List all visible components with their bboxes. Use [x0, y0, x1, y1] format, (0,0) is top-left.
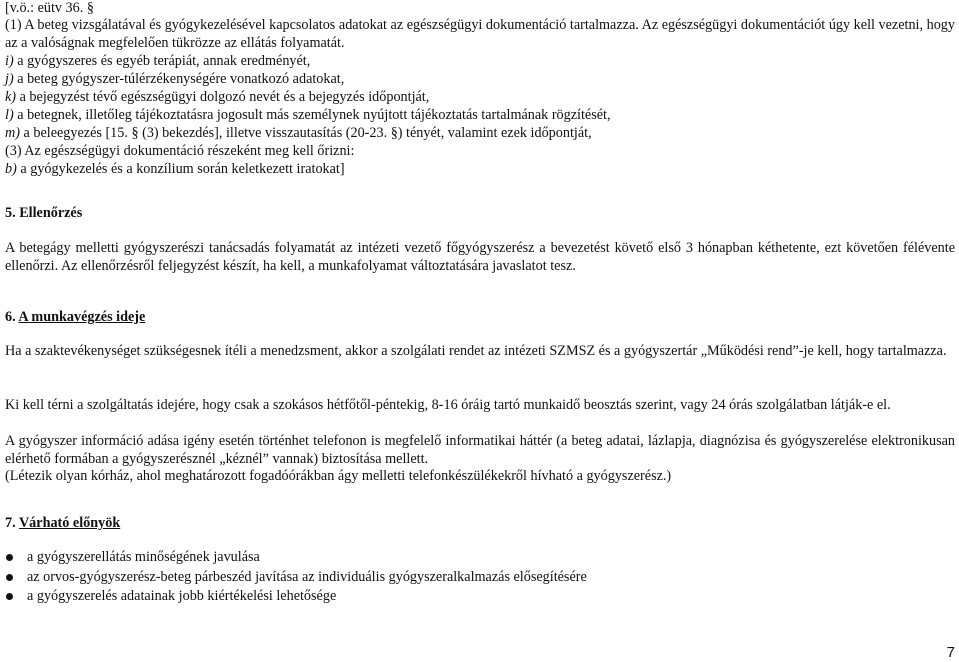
- bullet-text: az orvos-gyógyszerész-beteg párbeszéd javítása az individuális gyógyszeralkalmazás elősegítésére: [27, 568, 587, 585]
- list-text: (3) Az egészségügyi dokumentáció részeként meg kell őrizni:: [5, 143, 355, 159]
- list-text: a gyógyszeres és egyéb terápiát, annak eredményét,: [13, 53, 311, 69]
- bullet-icon: [6, 593, 13, 600]
- section-6-paragraph-2: Ki kell térni a szolgáltatás idejére, hogy csak a szokásos hétfőtől-péntekig, 8-16 óráig tartó munkaidő beosztás szerint, vagy 24 órás szolgálatban látják-e el.: [5, 397, 891, 413]
- section-6-paragraph-1: Ha a szaktevékenységet szükségesnek ítéli a menedzsment, akkor a szolgálati rendet az intézeti SZMSZ és a gyógyszertár „Működési rend”-je kell, hogy tartalmazza.: [5, 343, 947, 359]
- section-6-heading: [5, 309, 145, 326]
- bullet-text: a gyógyszerelés adatainak jobb kiértékelési lehetősége: [27, 588, 337, 604]
- list-item: [0, 568, 587, 588]
- list-item: [0, 587, 587, 607]
- list-text: a beleegyezés [15. § (3) bekezdés], illetve visszautasítás (20-23. §) tényét, valamint ezek időpontját,: [19, 125, 592, 141]
- section-6-paragraph-4: (Létezik olyan kórház, ahol meghatározott fogadóórákban ágy melletti telefonkészülékekről hívható a gyógyszerész.): [5, 468, 672, 484]
- list-item: [5, 143, 354, 160]
- list-item: [5, 125, 592, 142]
- list-text: a betegnek, illetőleg tájékoztatásra jogosult más személynek nyújtott tájékoztatás tartalmának rögzítését,: [13, 107, 611, 123]
- section-6-title: A munkavégzés ideje: [18, 309, 146, 325]
- section-5-heading: 5. Ellenőrzés: [5, 205, 83, 221]
- list-marker: k): [5, 89, 17, 105]
- paragraph-documentation: (1) A beteg vizsgálatával és gyógykezelésével kapcsolatos adatokat az egészségügyi dokumentáció tartalmazza. Az egészségügyi dokumentációt úgy kell vezetni, hogy az a valóságnak megfelelően tükrözze az ellátás folyamatát.: [5, 17, 955, 51]
- list-marker: i): [5, 53, 14, 69]
- list-item: [0, 548, 587, 568]
- list-text: a gyógykezelés és a konzílium során keletkezett iratokat]: [16, 161, 345, 177]
- list-item: [5, 53, 310, 70]
- page-number: 7: [946, 644, 955, 661]
- list-text: a bejegyzést tévő egészségügyi dolgozó nevét és a bejegyzés időpontját,: [16, 89, 430, 105]
- list-marker: j): [5, 71, 14, 87]
- list-marker: m): [5, 125, 20, 141]
- section-6-number: 6.: [5, 309, 16, 325]
- list-item: [5, 107, 611, 124]
- list-item: [5, 71, 344, 88]
- section-7-title: Várható előnyök: [18, 515, 121, 531]
- section-6-paragraph-3: A gyógyszer információ adása igény esetén történhet telefonon is megfelelő informatikai háttér (a beteg adatai, lázlapja, diagnózisa és gyógyszerelése elektronikusan elérhető formában a gyógyszerésznél „kéznél” vannak) biztosítása mellett.: [5, 433, 955, 467]
- bullet-icon: [6, 574, 13, 581]
- benefits-list: [0, 548, 587, 607]
- list-marker: b): [5, 161, 17, 177]
- list-marker: l): [5, 107, 14, 123]
- list-text: a beteg gyógyszer-túlérzékenységére vonatkozó adatokat,: [13, 71, 345, 87]
- section-7-number: 7.: [5, 515, 16, 531]
- list-item: [5, 89, 429, 106]
- section-7-heading: [5, 515, 120, 532]
- reference-line: [v.ö.: eütv 36. §: [5, 0, 94, 16]
- section-5-text: A betegágy melletti gyógyszerészi tanácsadás folyamatát az intézeti vezető főgyógyszerész a bevezetést követő első 3 hónapban kéthetente, ezt követően félévente ellenőrzi. Az ellenőrzésről feljegyzést készít, ha kell, a munkafolyamat változtatására javaslatot tesz.: [5, 240, 955, 274]
- bullet-icon: [6, 554, 13, 561]
- list-item: [5, 161, 345, 178]
- bullet-text: a gyógyszerellátás minőségének javulása: [27, 549, 260, 565]
